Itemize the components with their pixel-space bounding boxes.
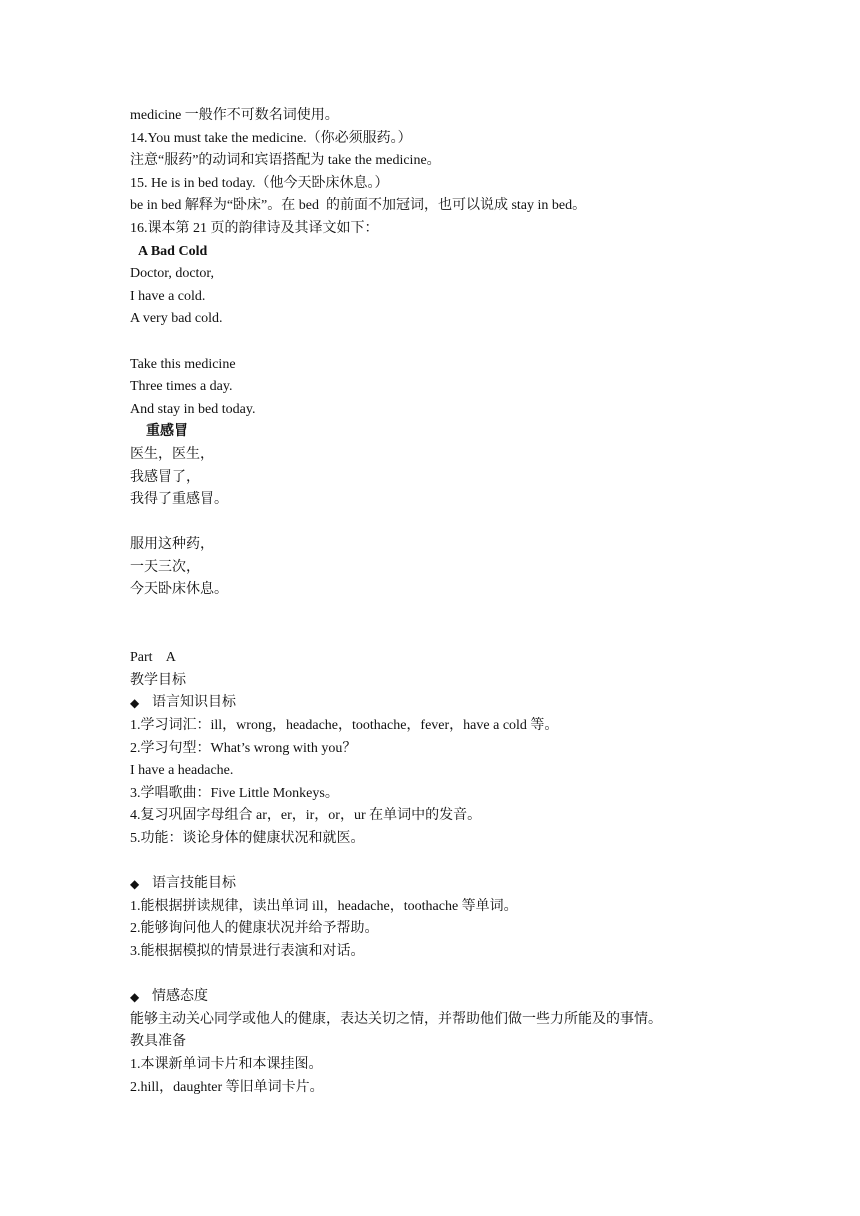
list-item: 1.本课新单词卡片和本课挂图。 — [130, 1056, 323, 1072]
subsection-heading — [130, 986, 770, 1009]
document-page — [130, 105, 770, 1099]
poem-line: Three times a day. — [130, 379, 233, 395]
blank-line — [130, 331, 770, 354]
blank-line — [130, 851, 770, 874]
list-item: 5.功能：谈论身体的健康状况和就医。 — [130, 831, 365, 846]
diamond-bullet-icon: ◆ — [130, 696, 140, 711]
list-item: 4.复习巩固字母组合 ar，er，ir，or，ur 在单词中的发音。 — [130, 808, 482, 824]
poem-line: Doctor, doctor, — [130, 266, 215, 282]
subsection-heading — [130, 692, 770, 715]
poem-title-zh: 重感冒 — [146, 424, 188, 440]
subsection-heading — [130, 873, 770, 896]
note-line: 16.课本第 21 页的韵律诗及其译文如下： — [130, 220, 379, 236]
blank-line — [130, 964, 770, 987]
poem-line: I have a cold. — [130, 288, 206, 304]
subsection-heading-label: 语言知识目标 — [152, 695, 236, 711]
list-item: 1.学习词汇：ill，wrong，headache，toothache，fever，have a cold 等。 — [130, 718, 559, 734]
subsection-heading-label: 语言技能目标 — [152, 876, 236, 892]
list-item: 2.学习句型：What’s wrong with you？ — [130, 740, 357, 756]
list-item: 2.hill，daughter 等旧单词卡片。 — [130, 1079, 324, 1095]
section-heading: 教具准备 — [130, 1034, 186, 1050]
note-line: 14.You must take the medicine.（你必须服药。） — [130, 130, 412, 146]
poem-line: 一天三次， — [130, 559, 200, 575]
list-item: 1.能根据拼读规律，读出单词 ill，headache，toothache 等单词。 — [130, 898, 518, 914]
section-heading: 教学目标 — [130, 672, 186, 688]
note-line: be in bed 解释为“卧床”。在 bed 的前面不加冠词，也可以说成 stay in bed。 — [130, 198, 587, 214]
list-item: I have a headache. — [130, 763, 234, 779]
blank-line — [130, 512, 770, 535]
poem-line: Take this medicine — [130, 356, 236, 372]
note-line: medicine 一般作不可数名词使用。 — [130, 108, 339, 123]
poem-line: 医生，医生， — [130, 446, 214, 462]
blank-line — [130, 625, 770, 648]
diamond-bullet-icon: ◆ — [130, 877, 140, 892]
part-heading: Part A — [130, 650, 176, 666]
list-item: 2.能够询问他人的健康状况并给予帮助。 — [130, 921, 379, 937]
poem-line: 我感冒了， — [130, 469, 200, 485]
list-item: 3.学唱歌曲：Five Little Monkeys。 — [130, 785, 339, 801]
note-line: 注意“服药”的动词和宾语搭配为 take the medicine。 — [130, 153, 441, 169]
poem-line: A very bad cold. — [130, 311, 223, 327]
note-line: 15. He is in bed today.（他今天卧床休息。） — [130, 175, 389, 191]
poem-line: 服用这种药， — [130, 537, 214, 553]
poem-line: 今天卧床休息。 — [130, 582, 228, 598]
paragraph: 能够主动关心同学或他人的健康，表达关切之情，并帮助他们做一些力所能及的事情。 — [130, 1011, 662, 1027]
subsection-heading-label: 情感态度 — [152, 989, 208, 1005]
list-item: 3.能根据模拟的情景进行表演和对话。 — [130, 943, 365, 959]
diamond-bullet-icon: ◆ — [130, 990, 140, 1005]
blank-line — [130, 602, 770, 625]
poem-line: And stay in bed today. — [130, 401, 256, 417]
poem-title-en: A Bad Cold — [138, 243, 208, 259]
poem-line: 我得了重感冒。 — [130, 492, 228, 508]
